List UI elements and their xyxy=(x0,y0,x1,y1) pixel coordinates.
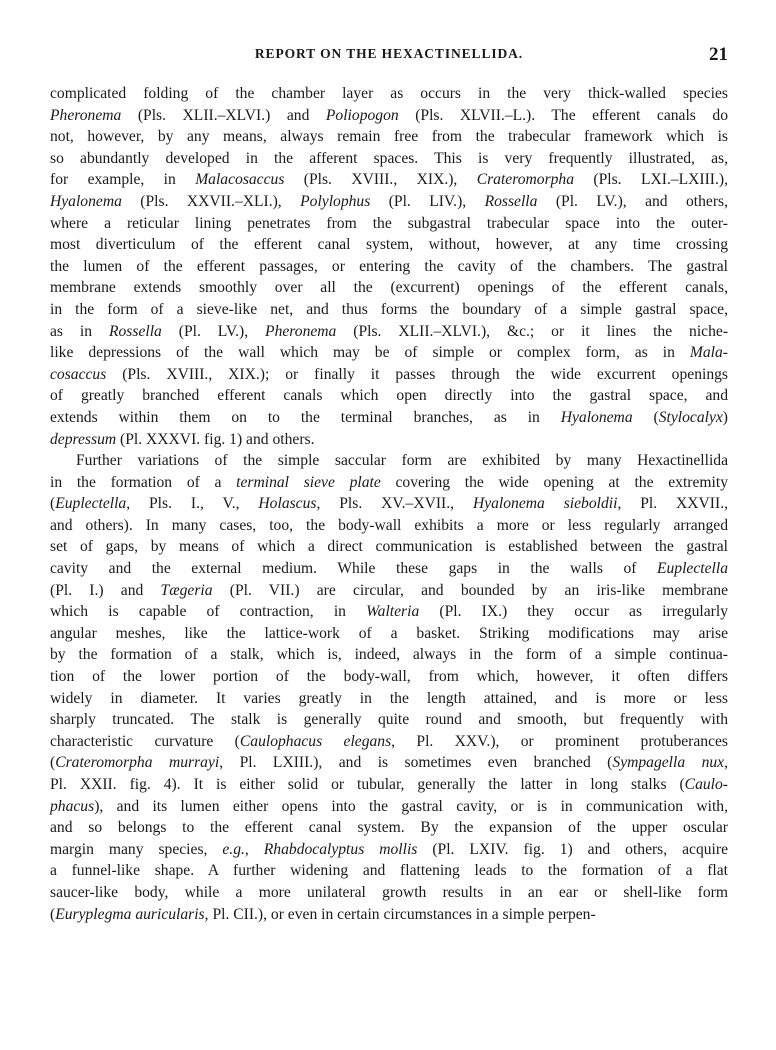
italic-text: Malacosaccus xyxy=(195,171,285,189)
text-run: set of gaps, by means of which a direct communication is established between the gastral xyxy=(50,538,728,556)
text-line xyxy=(50,882,728,904)
text-run: (Pl. LV.), xyxy=(161,322,266,340)
text-run: cavity and the external medium. While these gaps in the walls of xyxy=(50,560,657,578)
italic-text: Euryplegma auricularis xyxy=(55,905,205,923)
text-line xyxy=(50,191,728,213)
italic-text: Pheronema xyxy=(50,106,122,124)
italic-text: Hyalonema sieboldii xyxy=(472,495,618,513)
italic-text: Sympagella nux xyxy=(612,754,725,772)
italic-text: Stylocalyx xyxy=(658,408,723,426)
text-run: extends within them on to the terminal branches, as in xyxy=(50,408,561,426)
text-run: a funnel-like shape. A further widening and flattening leads to the formation of a flat xyxy=(50,862,728,880)
text-run: , Pl. XXVII., xyxy=(617,495,728,513)
text-run: and others). In many cases, too, the body-wall exhibits a more or less regularly arranged xyxy=(50,516,728,534)
text-run: in the form of a sieve-like net, and thus forms the boundary of a simple gastral space, xyxy=(50,300,728,318)
text-run: for example, in xyxy=(50,171,196,189)
text-line xyxy=(50,839,728,861)
text-line xyxy=(50,580,728,602)
italic-text: Polylophus xyxy=(300,192,371,210)
text-run: (Pls. XLII.–XLVI.) and xyxy=(121,106,326,124)
text-run: ( xyxy=(632,408,659,426)
text-run: , Pl. XXV.), or prominent protuberances xyxy=(391,732,728,750)
text-line xyxy=(50,407,728,429)
italic-text: Caulo- xyxy=(684,776,728,793)
text-line xyxy=(50,644,728,666)
italic-text: Holascus xyxy=(258,495,317,513)
italic-text: Euplectella xyxy=(55,495,127,513)
text-run: (Pls. XLVII.–L.). The efferent canals do xyxy=(398,106,728,124)
text-line xyxy=(50,731,728,753)
italic-text: terminal sieve plate xyxy=(236,473,381,491)
text-line xyxy=(50,666,728,688)
italic-text: Mala- xyxy=(689,344,728,362)
italic-text: depressum xyxy=(50,430,117,448)
text-run: membrane extends smoothly over all the (excurrent) openings of the efferent canals, xyxy=(50,279,728,297)
text-line xyxy=(50,126,728,148)
text-run: in the formation of a xyxy=(50,473,237,491)
text-run: Further variations of the simple saccular form are exhibited by many Hexactinellida xyxy=(76,452,728,470)
text-run: as in xyxy=(50,322,109,340)
text-run: angular meshes, like the lattice-work of a basket. Striking modifications may arise xyxy=(50,624,728,642)
text-line xyxy=(50,623,728,645)
text-line xyxy=(50,558,728,580)
italic-text: Rossella xyxy=(484,192,538,210)
text-line xyxy=(50,385,728,407)
italic-text: Crateromorpha xyxy=(476,171,575,189)
italic-text: Crateromorpha murrayi xyxy=(55,754,220,772)
text-run: (Pls. XVIII., XIX.), xyxy=(284,171,477,189)
text-run: Pl. XXII. fig. 4). It is either solid or tubular, generally the latter in long stalks ( xyxy=(50,776,685,793)
italic-text: Pheronema xyxy=(265,322,337,340)
italic-text: Caulophacus elegans xyxy=(239,732,392,750)
text-run: ), and its lumen either opens into the gastral cavity, or is in communication with, xyxy=(94,797,728,815)
text-run: saucer-like body, while a more unilateral growth results in an ear or shell-like form xyxy=(50,883,728,901)
italic-text: cosaccus xyxy=(50,365,107,383)
text-run: widely in diameter. It varies greatly in the length attained, and is more or less xyxy=(50,689,728,707)
text-run: the lumen of the efferent passages, or entering the cavity of the chambers. The gastral xyxy=(50,257,728,275)
text-run: , Pl. LXIII.), and is sometimes even branched ( xyxy=(219,754,613,772)
text-run: ( xyxy=(50,495,56,513)
text-line xyxy=(50,472,728,494)
text-run: complicated folding of the chamber layer as occurs in the very thick-walled species xyxy=(50,85,728,102)
text-run: (Pl. VII.) are circular, and bounded by an iris-like membrane xyxy=(212,581,728,599)
text-line xyxy=(50,169,728,191)
page-number: 21 xyxy=(709,44,728,65)
body-text xyxy=(50,83,728,925)
text-line xyxy=(50,774,728,796)
text-line xyxy=(50,83,728,105)
text-run: and so belongs to the efferent canal system. By the expansion of the upper oscular xyxy=(50,819,728,837)
text-line xyxy=(50,752,728,774)
text-line xyxy=(50,817,728,839)
text-run: sharply truncated. The stalk is generally quite round and smooth, but frequently with xyxy=(50,711,728,729)
text-run: , xyxy=(244,840,264,858)
text-run: (Pls. XVIII., XIX.); or finally it passes through the wide excurrent openings xyxy=(106,365,728,383)
text-run: (Pl. LV.), and others, xyxy=(537,192,729,210)
text-line xyxy=(50,709,728,731)
text-run: ) xyxy=(722,408,728,426)
text-line xyxy=(50,342,728,364)
text-run: ( xyxy=(50,905,56,923)
page-header xyxy=(50,44,728,70)
text-run: (Pls. LXI.–LXIII.), xyxy=(574,171,728,189)
text-line xyxy=(50,234,728,256)
text-line xyxy=(50,277,728,299)
text-run: margin many species, xyxy=(50,840,223,858)
text-line xyxy=(50,364,728,386)
text-run: which is capable of contraction, in xyxy=(50,603,367,621)
italic-text: Tægeria xyxy=(160,581,213,599)
text-run: (Pl. I.) and xyxy=(50,581,161,599)
text-run: characteristic curvature ( xyxy=(50,732,240,750)
text-run: (Pls. XXVII.–XLI.), xyxy=(121,192,301,210)
text-run: ( xyxy=(50,754,56,772)
text-run: (Pl. LIV.), xyxy=(370,192,485,210)
text-run: where a reticular lining penetrates from the subgastral trabecular space into the outer- xyxy=(50,214,728,232)
running-title: REPORT ON THE HEXACTINELLIDA. xyxy=(254,46,524,61)
text-run: covering the wide opening at the extremity xyxy=(380,473,728,491)
italic-text: e.g. xyxy=(222,840,245,858)
text-line xyxy=(50,860,728,882)
text-run: of greatly branched efferent canals which open directly into the gastral space, and xyxy=(50,387,728,405)
text-run: like depressions of the wall which may be of simple or complex form, as in xyxy=(50,344,690,362)
italic-text: Hyalonema xyxy=(50,192,122,210)
text-run: not, however, by any means, always remain free from the trabecular framework which is xyxy=(50,128,728,146)
italic-text: Hyalonema xyxy=(560,408,633,426)
text-line xyxy=(50,321,728,343)
text-line xyxy=(50,429,728,451)
text-run: , Pl. CII.), or even in certain circumstances in a simple perpen- xyxy=(204,905,596,923)
text-run: so abundantly developed in the afferent spaces. This is very frequently illustrated, as, xyxy=(50,149,728,167)
text-line xyxy=(50,450,728,472)
text-line xyxy=(50,515,728,537)
text-run: (Pl. XXXVI. fig. 1) and others. xyxy=(116,430,315,448)
text-line xyxy=(50,105,728,127)
text-line xyxy=(50,536,728,558)
italic-text: Euplectella xyxy=(656,560,728,578)
text-line xyxy=(50,493,728,515)
text-line xyxy=(50,796,728,818)
italic-text: phacus xyxy=(50,797,95,815)
text-run: (Pl. LXIV. fig. 1) and others, acquire xyxy=(417,840,729,858)
text-line xyxy=(50,148,728,170)
text-line xyxy=(50,299,728,321)
text-run: most diverticulum of the efferent canal system, without, however, at any time crossing xyxy=(50,236,728,254)
text-run: (Pl. IX.) they occur as irregularly xyxy=(419,603,728,621)
text-run: , Pls. XV.–XVII., xyxy=(316,495,473,513)
text-run: by the formation of a stalk, which is, indeed, always in the form of a simple continua- xyxy=(50,646,728,664)
italic-text: Poliopogon xyxy=(325,106,399,124)
text-line xyxy=(50,213,728,235)
italic-text: Rhabdocalyptus mollis xyxy=(263,840,418,858)
text-run: , xyxy=(724,754,729,772)
italic-text: Walteria xyxy=(366,603,420,621)
text-line xyxy=(50,904,728,926)
italic-text: Rossella xyxy=(108,322,162,340)
text-line xyxy=(50,256,728,278)
text-run: , Pls. I., V., xyxy=(126,495,259,513)
text-line xyxy=(50,601,728,623)
text-line xyxy=(50,688,728,710)
text-run: tion of the lower portion of the body-wall, from which, however, it often differs xyxy=(50,668,728,686)
text-run: (Pls. XLII.–XLVI.), &c.; or it lines the niche- xyxy=(336,322,729,340)
